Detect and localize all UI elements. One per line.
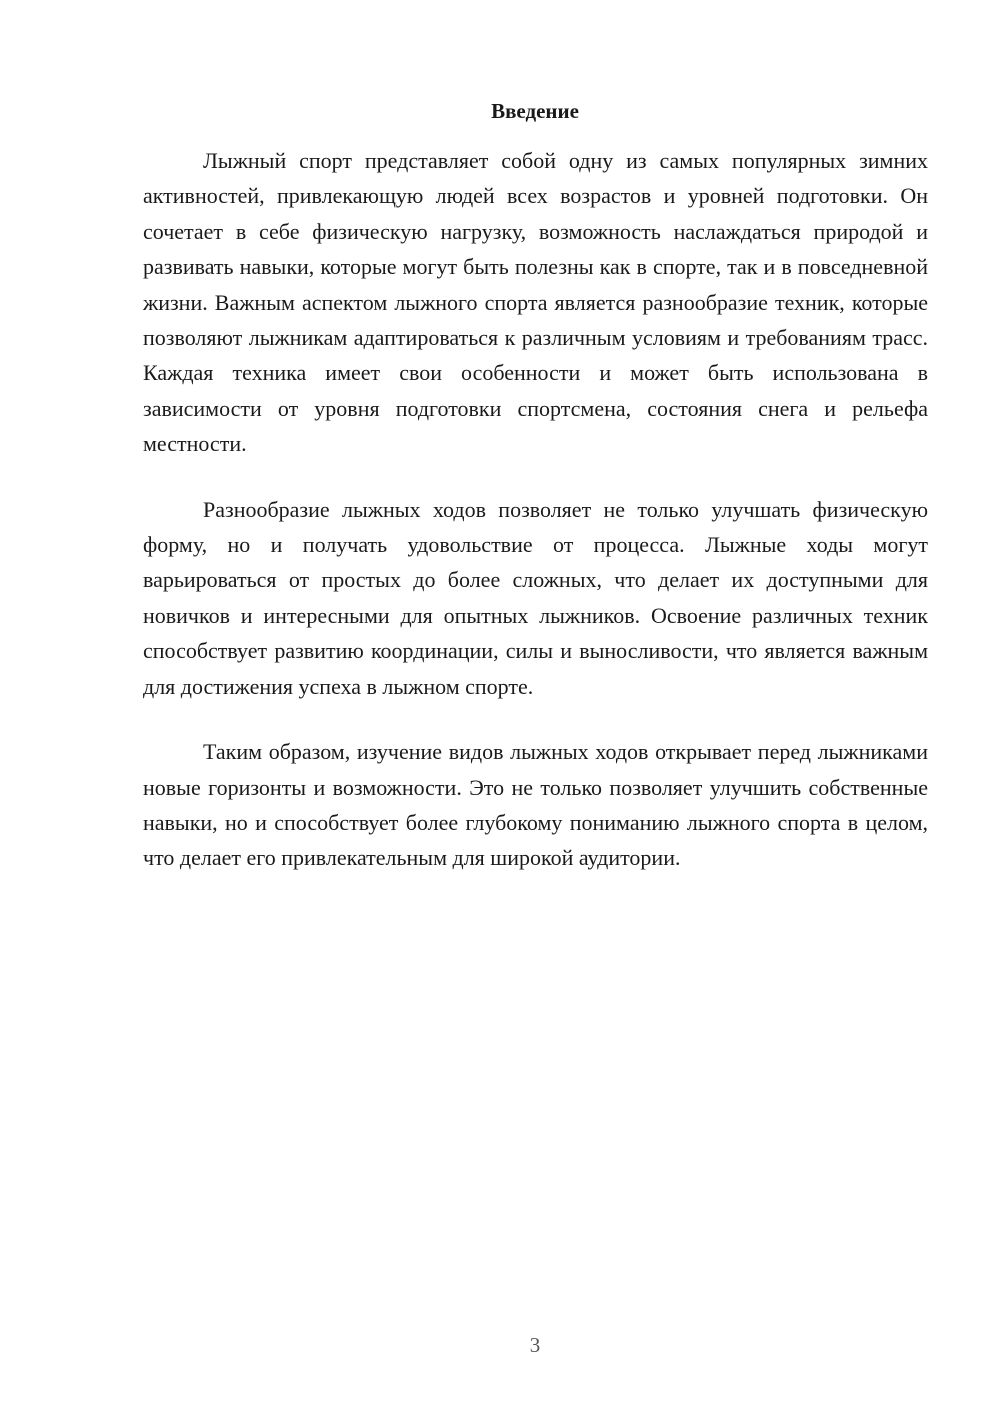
body-text	[143, 143, 928, 906]
section-heading: Введение	[491, 99, 579, 123]
paragraph-2: Разнообразие лыжных ходов позволяет не только улучшать физическую форму, но и получать удовольствие от процесса. Лыжные ходы могут варьироваться от простых до более сложных, что делает их доступными для новичков и интересными для опытных лыжников. Освоение различных техник способствует развитию координации, силы и выносливости, что является важным для достижения успеха в лыжном спорте.	[143, 496, 928, 699]
paragraph-1: Лыжный спорт представляет собой одну из самых популярных зимних активностей, привлекающую людей всех возрастов и уровней подготовки. Он сочетает в себе физическую нагрузку, возможность наслаждаться природой и развивать навыки, которые могут быть полезны как в спорте, так и в повседневной жизни. Важным аспектом лыжного спорта является разнообразие техник, которые позволяют лыжникам адаптироваться к различным условиям и требованиям трасс. Каждая техника имеет свои особенности и может быть использована в зависимости от уровня подготовки спортсмена, состояния снега и рельефа местности.	[143, 148, 928, 457]
page-number: 3	[529, 1333, 541, 1357]
paragraph-3: Таким образом, изучение видов лыжных ходов открывает перед лыжниками новые горизонты и возможности. Это не только позволяет улучшить собственные навыки, но и способствует более глубокому пониманию лыжного спорта в целом, что делает его привлекательным для широкой аудитории.	[143, 739, 928, 871]
